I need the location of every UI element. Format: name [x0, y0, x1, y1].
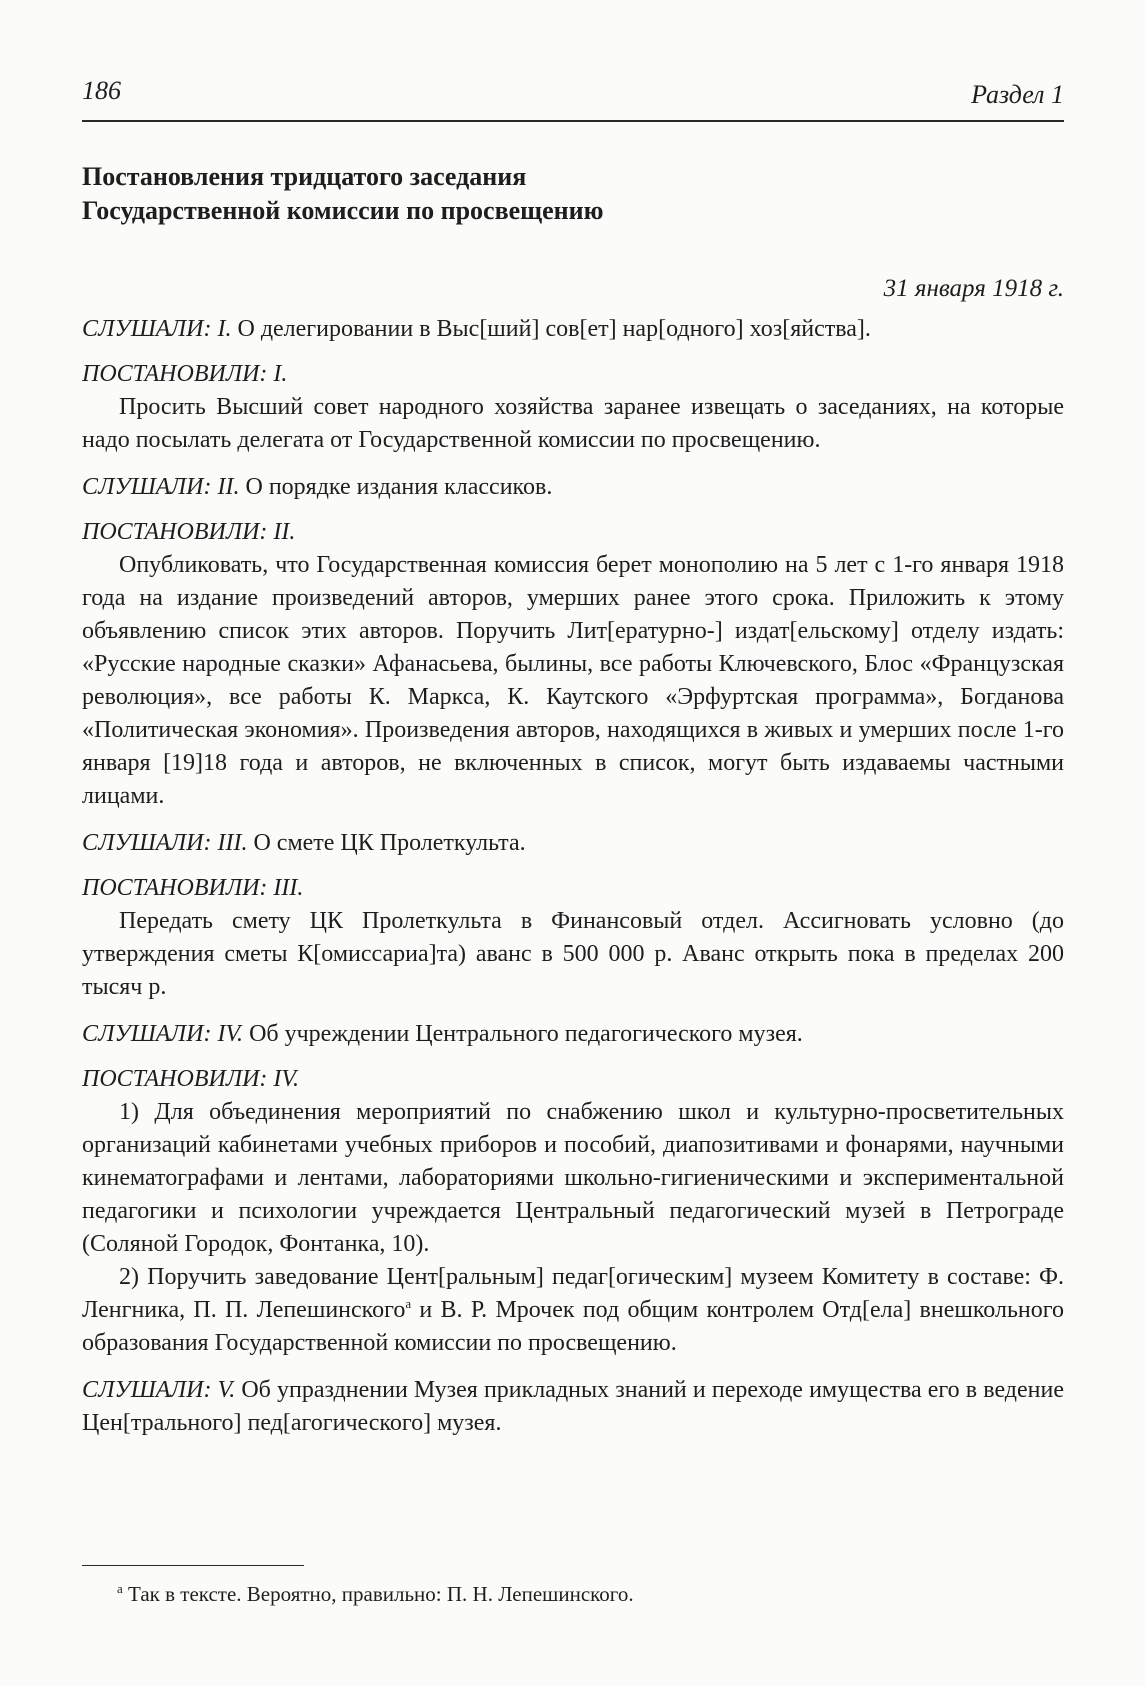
heard-item-3	[82, 827, 1064, 860]
footnote-mark: а	[117, 1581, 123, 1596]
heard-text: Об упразднении Музея прикладных знаний и переходе имущества его в ведение Цен[трального] пед[агогического] музея.	[82, 1377, 1065, 1436]
heard-item-5	[82, 1374, 1064, 1440]
heard-text: О делегировании в Выс[ший] сов[ет] нар[одного] хоз[яйства].	[231, 316, 871, 342]
decided-text-4-p1: 1) Для объединения мероприятий по снабжению школ и культурно-просветительных организаций кабинетами учебных приборов и пособий, диапозитивами и фонарями, научными кинематографами и лентами, лабораториями школьно-гигиеническими и экспериментальной педагогики и психологии учреждается Центральный педагогический музей в Петрограде (Соляной Городок, Фонтанка, 10).	[82, 1099, 1064, 1257]
decided-label-2: ПОСТАНОВИЛИ: II.	[82, 519, 296, 545]
heard-label: СЛУШАЛИ: III.	[82, 830, 248, 856]
heard-item-4	[82, 1018, 1064, 1051]
decided-label-1: ПОСТАНОВИЛИ: I.	[82, 361, 288, 387]
decided-label-3: ПОСТАНОВИЛИ: III.	[82, 875, 304, 901]
running-header	[82, 72, 1064, 122]
document-title	[82, 160, 1064, 228]
footnote-ref: а	[405, 1296, 412, 1311]
heard-item-2	[82, 471, 1064, 504]
heard-label: СЛУШАЛИ: I.	[82, 316, 232, 342]
heard-text: О смете ЦК Пролеткульта.	[247, 830, 526, 856]
footnote	[117, 1580, 634, 1608]
document-body	[82, 160, 1064, 1440]
heard-label: СЛУШАЛИ: IV.	[82, 1021, 244, 1047]
heard-item-1	[82, 313, 1064, 346]
decided-text-3: Передать смету ЦК Пролеткульта в Финансовый отдел. Ассигновать условно (до утверждения сметы К[омиссариа]та) аванс в 500 000 р. Аванс открыть пока в пределах 200 тысяч р.	[82, 908, 1064, 1000]
decided-label-4: ПОСТАНОВИЛИ: IV.	[82, 1066, 299, 1092]
heard-label: СЛУШАЛИ: V.	[82, 1377, 236, 1403]
decided-text-1: Просить Высший совет народного хозяйства заранее извещать о заседаниях, на которые надо посылать делегата от Государственной комиссии по просвещению.	[82, 394, 1064, 453]
decided-text-4-p2-b: и В. Р. Мрочек под общим контролем Отд[ела] внешкольного образования Государственной комиссии по просвещению.	[82, 1297, 1064, 1356]
decided-text-4-p2-a: 2) Поручить заведование Цент[ральным] педаг[огическим] музеем Комитету в составе: Ф. Ленгника, П. П. Лепешинского	[82, 1264, 1064, 1323]
document-date: 31 января 1918 г.	[883, 275, 1064, 302]
heard-text: Об учреждении Центрального педагогического музея.	[243, 1021, 803, 1047]
section-label: Раздел 1	[971, 80, 1064, 109]
title-line-2: Государственной комиссии по просвещению	[82, 196, 604, 225]
page-number: 186	[82, 76, 121, 105]
title-line-1: Постановления тридцатого заседания	[82, 162, 527, 191]
decided-text-2: Опубликовать, что Государственная комиссия берет монополию на 5 лет с 1-го января 1918 года на издание произведений авторов, умерших ранее этого срока. Приложить к этому объявлению список этих авторов. Поручить Лит[ературно-] издат[ельскому] отделу издать: «Русские народные сказки» Афанасьева, былины, все работы Ключевского, Блос «Французская революция», все работы К. Маркса, К. Каутского «Эрфуртская программа», Богданова «Политическая экономия». Произведения авторов, находящихся в живых и умерших после 1-го января [19]18 года и авторов, не включенных в список, могут быть издаваемы частными лицами.	[82, 552, 1064, 809]
footnote-text: Так в тексте. Вероятно, правильно: П. Н. Лепешинского.	[122, 1582, 634, 1606]
heard-text: О порядке издания классиков.	[239, 474, 553, 500]
footnote-divider	[82, 1565, 304, 1566]
decided-text-4-p2	[82, 1261, 1064, 1360]
heard-label: СЛУШАЛИ: II.	[82, 474, 240, 500]
